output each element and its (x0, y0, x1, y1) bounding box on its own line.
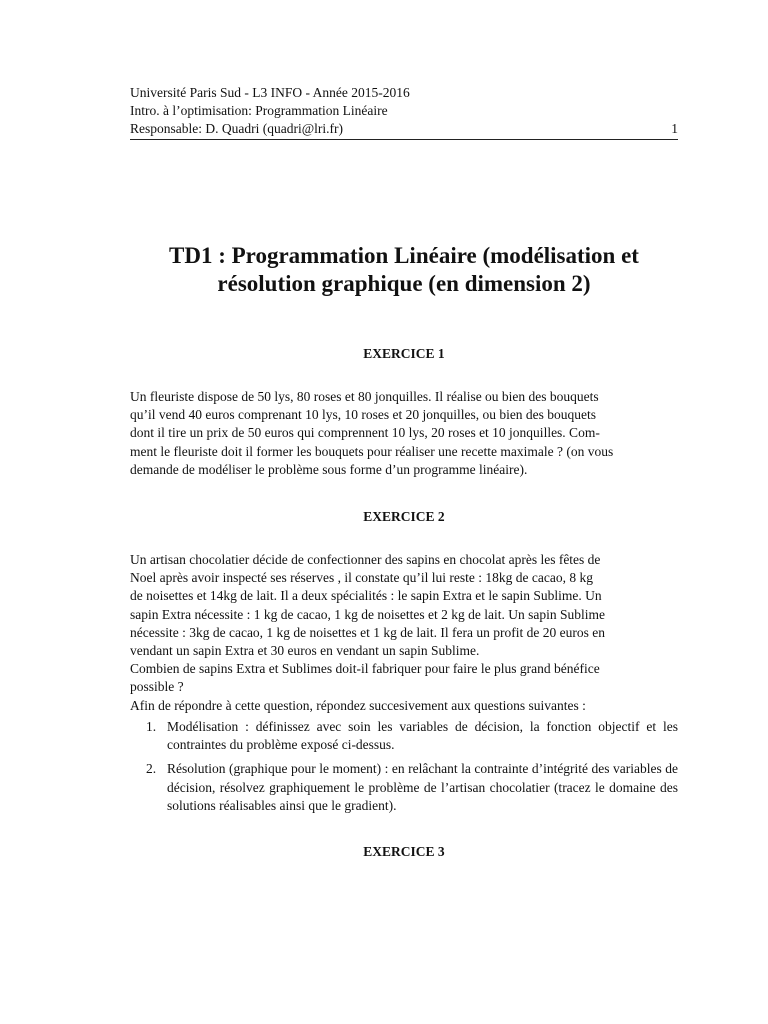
exercise-1-heading: EXERCICE 1 (363, 346, 445, 361)
exercise-2-line: de noisettes et 14kg de lait. Il a deux spécialités : le sapin Extra et le sapin Sublime. Un (130, 588, 602, 604)
exercise-1-line: demande de modéliser le problème sous forme d’un programme linéaire). (130, 461, 528, 477)
header-university: Université Paris Sud - L3 INFO - Année 2015-2016 (130, 85, 410, 100)
list-item-text: Résolution (graphique pour le moment) : en relâchant la contrainte d’intégrité des variables de décision, résolvez graphiquement le problème de l’artisan chocolatier (tracez le domaine des solutions réalisables ainsi que le gradient). (167, 761, 678, 813)
exercise-2-question-list (130, 718, 678, 821)
list-item-number: 1. (146, 719, 157, 734)
exercise-1-line: Un fleuriste dispose de 50 lys, 80 roses et 80 jonquilles. Il réalise ou bien des bouquets (130, 389, 599, 404)
exercise-2-line: sapin Extra nécessite : 1 kg de cacao, 1 kg de noisettes et 2 kg de lait. Un sapin Sublime (130, 606, 606, 622)
page-number: 1 (671, 121, 678, 136)
list-item-number: 2. (146, 761, 157, 777)
exercise-1-text (130, 388, 678, 479)
title-line-1: TD1 : Programmation Linéaire (modélisation et (169, 243, 639, 268)
title-line-2: résolution graphique (en dimension 2) (217, 271, 591, 296)
exercise-2-line: nécessite : 3kg de cacao, 1 kg de noisettes et 1 kg de lait. Il fera un profit de 20 euros en (130, 624, 605, 640)
exercise-2-heading: EXERCICE 2 (363, 509, 445, 524)
exercise-2-intro: Afin de répondre à cette question, répondez succesivement aux questions suivantes : (130, 697, 586, 713)
exercise-1-line: ment le fleuriste doit il former les bouquets pour réaliser une recette maximale ? (on vous (130, 443, 614, 459)
exercise-2-line: Noel après avoir inspecté ses réserves , il constate qu’il lui reste : 18kg de cacao, 8 kg (130, 570, 593, 586)
exercise-1-line: dont il tire un prix de 50 euros qui comprennent 10 lys, 20 roses et 10 jonquilles. Com- (130, 425, 600, 441)
exercise-2-question: Combien de sapins Extra et Sublimes doit-il fabriquer pour faire le plus grand bénéfice (130, 661, 600, 677)
header-course: Intro. à l’optimisation: Programmation Linéaire (130, 103, 388, 118)
list-item-text: Modélisation : définissez avec soin les variables de décision, la fonction objectif et les contraintes du problème exposé ci-dessus. (167, 719, 678, 753)
document-title (120, 242, 688, 298)
page-header (130, 84, 678, 138)
list-item (130, 760, 678, 815)
exercise-2-line: vendant un sapin Extra et 30 euros en vendant un sapin Sublime. (130, 643, 480, 659)
list-item (130, 718, 678, 754)
exercise-1-line: qu’il vend 40 euros comprenant 10 lys, 10 roses et 20 jonquilles, ou bien des bouquets (130, 407, 597, 423)
header-responsible-row (130, 120, 678, 138)
header-divider (130, 139, 678, 140)
exercise-2-question: possible ? (130, 679, 184, 695)
header-responsible: Responsable: D. Quadri (quadri@lri.fr) (130, 121, 344, 136)
exercise-2-text (130, 551, 678, 715)
exercise-2-line: Un artisan chocolatier décide de confectionner des sapins en chocolat après les fêtes de (130, 552, 601, 567)
exercise-3-heading: EXERCICE 3 (363, 844, 445, 859)
